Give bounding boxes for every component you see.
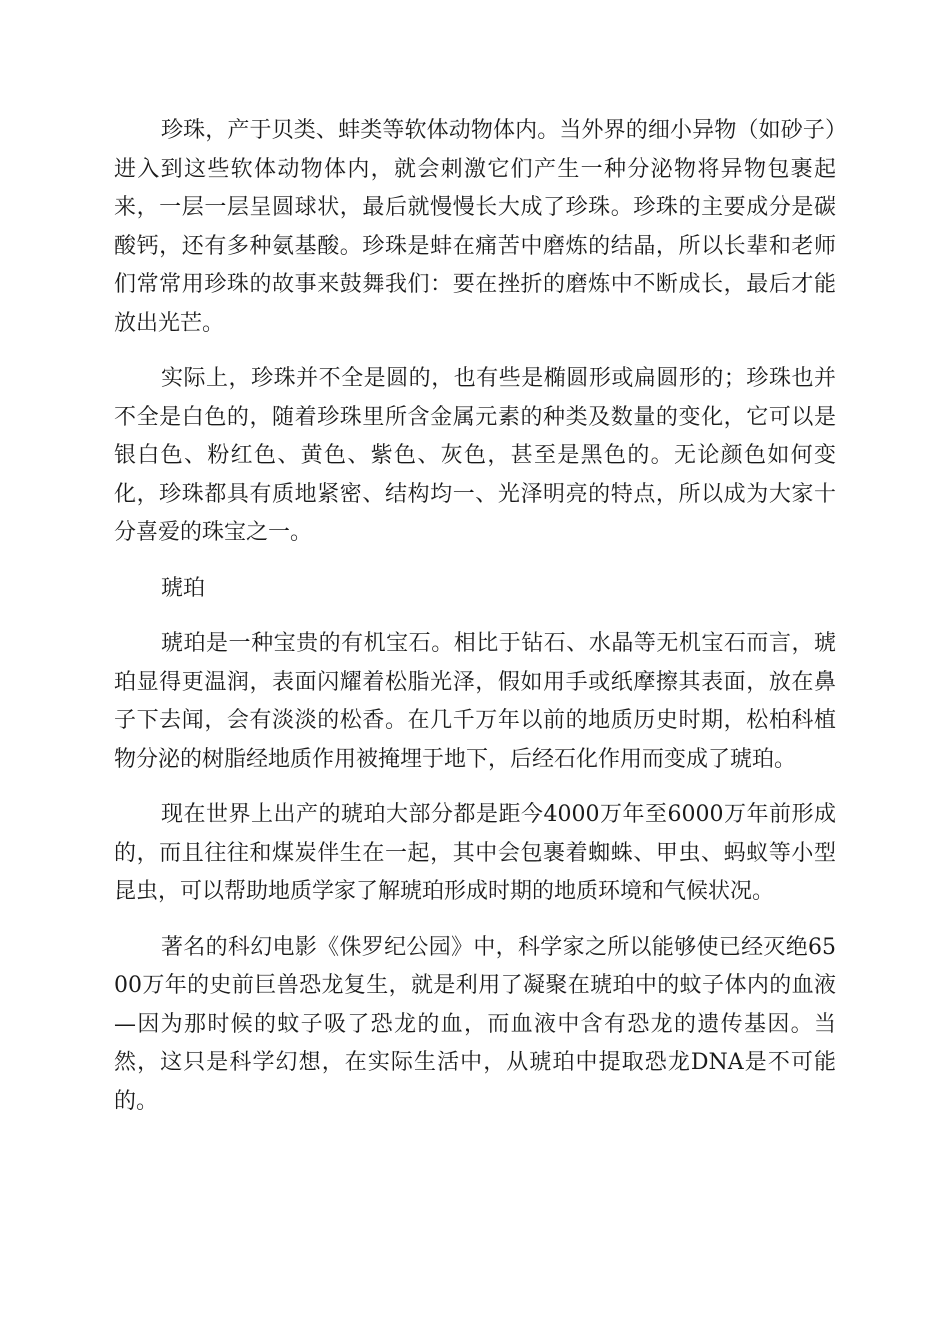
- section-title-amber: 琥珀: [161, 575, 206, 601]
- document-page: [114, 112, 836, 1138]
- paragraph-amber-intro: 琥珀是一种宝贵的有机宝石。相比于钻石、水晶等无机宝石而言，琥珀显得更温润，表面闪耀着松脂光泽，假如用手或纸摩擦其表面，放在鼻子下去闻，会有淡淡的松香。在几千万年以前的地质历史时期，松柏科植物分泌的树脂经地质作用被掩埋于地下，后经石化作用而变成了琥珀。: [114, 631, 836, 772]
- paragraph-pearl-origin: 珍珠，产于贝类、蚌类等软体动物体内。当外界的细小异物（如砂子）进入到这些软体动物体内，就会刺激它们产生一种分泌物将异物包裹起来，一层一层呈圆球状，最后就慢慢长大成了珍珠。珍珠的主要成分是碳酸钙，还有多种氨基酸。珍珠是蚌在痛苦中磨炼的结晶，所以长辈和老师们常常用珍珠的故事来鼓舞我们：要在挫折的磨炼中不断成长，最后才能放出光芒。: [114, 118, 836, 336]
- paragraph-amber-jurassic-park: 著名的科幻电影《侏罗纪公园》中，科学家之所以能够使已经灭绝6500万年的史前巨兽恐龙复生，就是利用了凝聚在琥珀中的蚊子体内的血液—因为那时候的蚊子吸了恐龙的血，而血液中含有恐龙的遗传基因。当然，这只是科学幻想，在实际生活中，从琥珀中提取恐龙DNA是不可能的。: [114, 934, 836, 1114]
- paragraph-amber-age: 现在世界上出产的琥珀大部分都是距今4000万年至6000万年前形成的，而且往往和煤炭伴生在一起，其中会包裹着蜘蛛、甲虫、蚂蚁等小型昆虫，可以帮助地质学家了解琥珀形成时期的地质环境和气候状况。: [114, 802, 836, 904]
- paragraph-pearl-shapes-colors: 实际上，珍珠并不全是圆的，也有些是椭圆形或扁圆形的；珍珠也并不全是白色的，随着珍珠里所含金属元素的种类及数量的变化，它可以是银白色、粉红色、黄色、紫色、灰色，甚至是黑色的。无论颜色如何变化，珍珠都具有质地紧密、结构均一、光泽明亮的特点，所以成为大家十分喜爱的珠宝之一。: [114, 366, 836, 545]
